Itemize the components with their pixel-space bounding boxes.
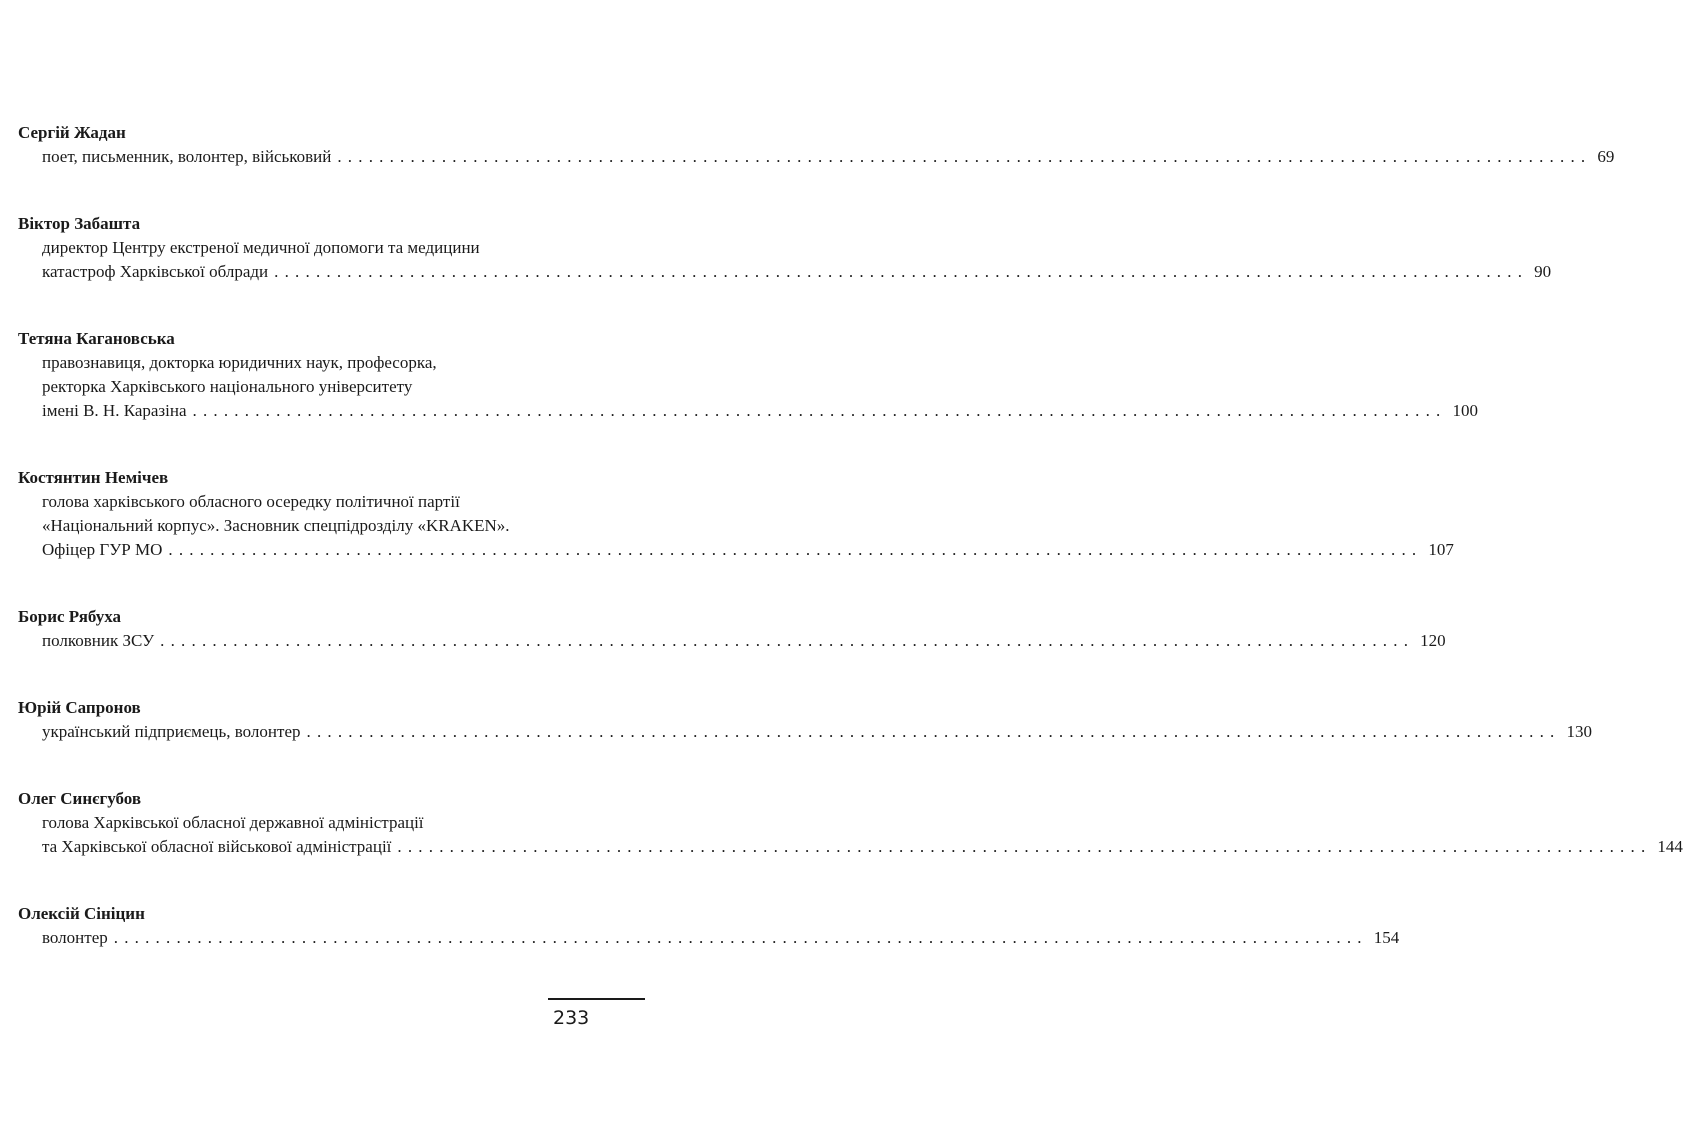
description-line: голова харківського обласного осередку політичної партії [42, 492, 460, 511]
page-folio: 233 [553, 1007, 590, 1029]
person-description [42, 811, 1683, 859]
person-description [42, 926, 1400, 950]
description-line: Офіцер ГУР МО [42, 540, 163, 559]
page-number: 100 [1452, 401, 1478, 420]
folio-rule [548, 998, 645, 1000]
description-line: голова Харківської обласної державної адміністрації [42, 813, 424, 832]
person-description [42, 145, 1615, 169]
description-line: полковник ЗСУ [42, 631, 155, 650]
person-name: Олексій Сініцин [18, 904, 145, 923]
description-line: поет, письменник, волонтер, військовий [42, 147, 332, 166]
toc-last-line [42, 926, 1400, 950]
person-name: Олег Синєгубов [18, 789, 142, 808]
table-of-contents [18, 121, 1683, 950]
page-number: 144 [1657, 837, 1683, 856]
dot-leader: ........................................................................................................................ [337, 147, 1592, 166]
person-description [42, 351, 1478, 423]
person-name: Костянтин Немічев [18, 468, 169, 487]
toc-entry [18, 787, 1683, 859]
dot-leader: ........................................................................................................................ [113, 928, 1368, 947]
dot-leader: ........................................................................................................................ [192, 401, 1447, 420]
description-line: та Харківської обласної військової адміністрації [42, 837, 392, 856]
toc-last-line [42, 399, 1478, 423]
person-name: Сергій Жадан [18, 123, 126, 142]
person-name: Борис Рябуха [18, 607, 122, 626]
toc-last-line [42, 629, 1446, 653]
description-line: імені В. Н. Каразіна [42, 401, 187, 420]
description-line: правознавиця, докторка юридичних наук, професорка, [42, 353, 437, 372]
description-line: ректорка Харківського національного університету [42, 377, 413, 396]
description-line: директор Центру екстреної медичної допомоги та медицини [42, 238, 480, 257]
description-line: «Національний корпус». Засновник спецпідрозділу «KRAKEN». [42, 516, 510, 535]
page-number: 69 [1597, 147, 1615, 166]
toc-entry [18, 212, 1552, 284]
toc-entry [18, 121, 1615, 169]
person-name: Юрій Сапронов [18, 698, 141, 717]
toc-last-line [42, 538, 1454, 562]
toc-entry [18, 696, 1592, 744]
dot-leader: ........................................................................................................................ [160, 631, 1415, 650]
page-number: 90 [1534, 262, 1552, 281]
person-name: Віктор Забашта [18, 214, 141, 233]
dot-leader: ........................................................................................................................ [306, 722, 1561, 741]
dot-leader: ........................................................................................................................ [274, 262, 1529, 281]
person-description [42, 629, 1446, 653]
toc-last-line [42, 835, 1683, 859]
description-line: український підприємець, волонтер [42, 722, 301, 741]
page-number: 107 [1428, 540, 1454, 559]
page-number: 120 [1420, 631, 1446, 650]
person-name: Тетяна Кагановська [18, 329, 175, 348]
description-line: катастроф Харківської облради [42, 262, 269, 281]
dot-leader: ........................................................................................................................ [397, 837, 1652, 856]
description-line: волонтер [42, 928, 108, 947]
person-description [42, 720, 1592, 744]
dot-leader: ........................................................................................................................ [168, 540, 1423, 559]
toc-entry [18, 327, 1478, 423]
person-description [42, 490, 1454, 562]
page-number: 154 [1373, 928, 1400, 947]
toc-last-line [42, 260, 1552, 284]
toc-entry [18, 902, 1400, 950]
toc-entry [18, 466, 1454, 562]
toc-last-line [42, 145, 1615, 169]
person-description [42, 236, 1552, 284]
toc-last-line [42, 720, 1592, 744]
page-number: 130 [1566, 722, 1592, 741]
toc-entry [18, 605, 1446, 653]
